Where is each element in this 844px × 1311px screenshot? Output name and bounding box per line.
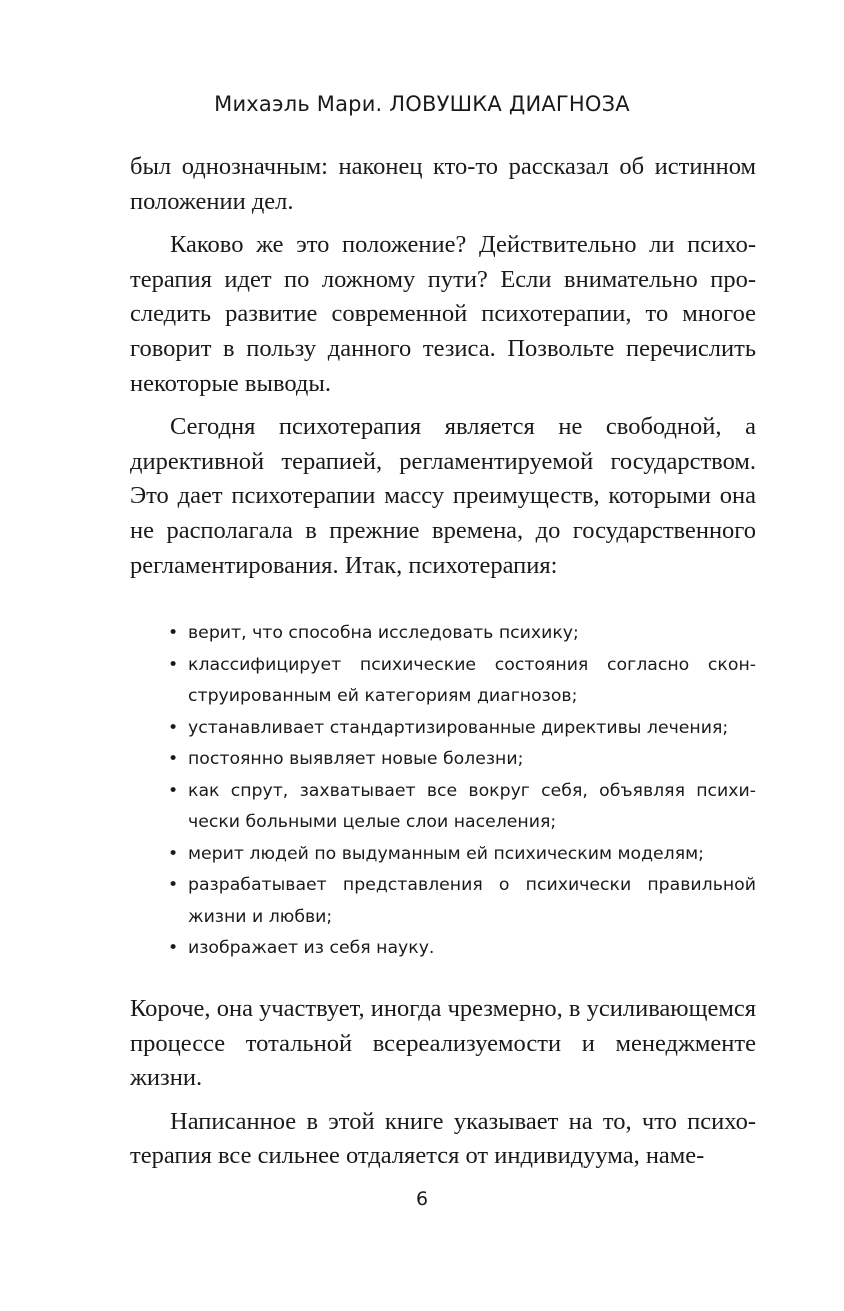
bullet-list <box>168 618 756 965</box>
bullet-icon: • <box>168 780 179 801</box>
list-item-text: как спрут, захватывает все вокруг себя, объявляя психически больными целые слои населения; <box>188 780 756 832</box>
page-number: 6 <box>415 1188 429 1210</box>
list-item-text: изображает из себя науку. <box>188 938 435 958</box>
paragraph: Каково же это положение? Действительно ли психотерапия идет по ложному пути? Если внимательно проследить развитие современной психотерапии, то многое говорит в пользу данного тезиса. Позвольте перечислить некоторые выводы. <box>130 231 756 397</box>
bullet-icon: • <box>168 623 179 643</box>
list-item <box>168 713 756 745</box>
list-item-text: разрабатывает представления о психически правильной жизни и любви; <box>188 875 756 927</box>
paragraph: Написанное в этой книге указывает на то, что психотерапия все сильнее отдаляется от индивидуума, наме- <box>130 1107 756 1170</box>
list-item <box>168 776 756 839</box>
text-block-bottom <box>130 992 756 1183</box>
list-item <box>168 618 756 650</box>
list-item-text: верит, что способна исследовать психику; <box>188 623 579 643</box>
bullet-icon: • <box>168 749 179 769</box>
list-item <box>168 933 756 965</box>
bullet-icon: • <box>168 654 179 675</box>
bullet-icon: • <box>168 717 179 738</box>
bullet-icon: • <box>168 875 179 895</box>
bullet-icon: • <box>168 843 179 864</box>
list-item-text: постоянно выявляет новые болезни; <box>188 749 524 769</box>
list-item <box>168 650 756 713</box>
paragraph: Короче, она участвует, иногда чрезмерно, в усиливающемся процессе тотальной всереализуемости и менеджменте жизни. <box>130 995 756 1092</box>
list-item <box>168 744 756 776</box>
list-item-text: устанавливает стандартизированные директивы лечения; <box>188 717 729 738</box>
paragraph-continuation: был однозначным: наконец кто-то рассказал об истинном положении дел. <box>130 153 756 215</box>
text-block-top <box>130 150 756 592</box>
paragraph: Сегодня психотерапия является не свободной, а директивной терапией, регламентируемой государством. Это дает психотерапии массу преимуществ, которыми она не располагала в прежние времена, до государственного регламентирования. Итак, психотерапия: <box>130 413 756 579</box>
list-item-text: мерит людей по выдуманным ей психическим моделям; <box>188 843 704 864</box>
running-title: Михаэль Мари. ЛОВУШКА ДИАГНОЗА <box>214 92 630 116</box>
list-item <box>168 870 756 933</box>
bullet-icon: • <box>168 938 179 958</box>
list-item-text: классифицирует психические состояния согласно сконструированным ей категориям диагнозов; <box>188 654 756 706</box>
list-item <box>168 839 756 871</box>
